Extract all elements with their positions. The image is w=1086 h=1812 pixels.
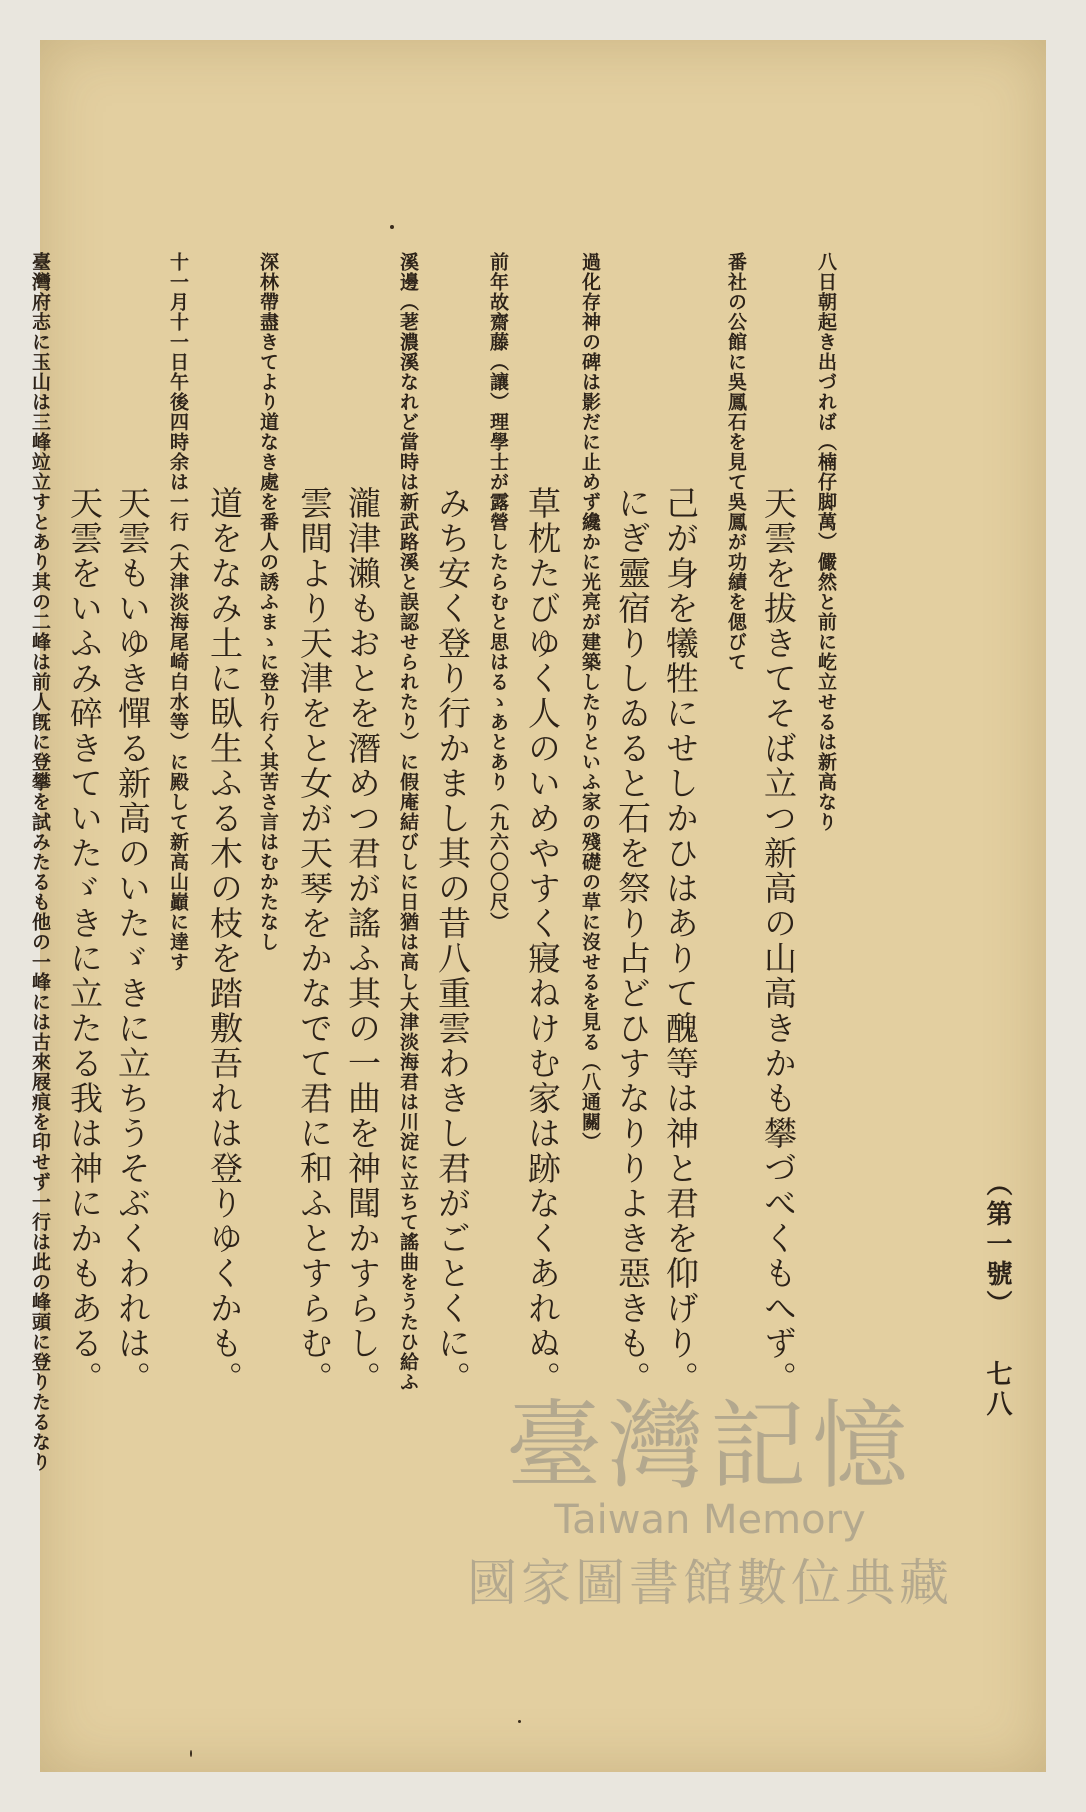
watermark-english: Taiwan Memory [554, 1497, 866, 1543]
poem-column-8: 道をなみ土に臥生ふる木の枝を踏敷吾れは登りゆくかも。 [205, 486, 244, 1396]
poem-column-1: 天雲を拔きてそば立つ新高の山高きかも攀づべくもへず。 [759, 486, 798, 1396]
text-column-8: 臺灣府志に玉山は三峰竝立すとあり其の二峰は前人旣に登攀を試みたるも他の一峰には古來屐痕を印せず一行は此の峰頭に登りたるなり [29, 252, 51, 1472]
text-column-5: 溪邊（荖濃溪なれど當時は新武路溪と誤認せられたり）に假庵結びしに日猶は高し大津淡海君は川淀に立ちて謠曲をうたひ給ふ [397, 252, 419, 1392]
issue-label: （第一號） [982, 1170, 1012, 1320]
text-column-7: 十一月十一日午後四時余は一行（大津淡海尾崎白水等）に殿して新高山巓に達す [167, 252, 189, 972]
text-column-4: 前年故齋藤（讓）理學士が露營したらむと思はるゝあとあり（九六〇〇尺） [487, 252, 509, 932]
library-watermark [430, 1370, 990, 1615]
ink-spot [390, 225, 394, 229]
watermark-subtitle: 國家圖書館數位典藏 [467, 1554, 953, 1612]
ink-spot [518, 1720, 521, 1723]
ink-spot [190, 1750, 192, 1757]
poem-column-2: 己が身を犧牲にせしかひはありて醜等は神と君を仰げり。 [661, 486, 700, 1396]
text-column-1: 八日朝起き出づれば（楠仔脚萬）儼然と前に屹立せるは新高なり [815, 252, 837, 832]
poem-column-3: にぎ靈宿りしゐると石を祭り占どひすなりりよき惡きも。 [613, 486, 652, 1396]
poem-column-9: 天雲もいゆき憚る新高のいたゞきに立ちうそぶくわれは。 [113, 486, 152, 1396]
poem-column-10: 天雲をいふみ碎きていたゞきに立たる我は神にかもある。 [65, 486, 104, 1396]
poem-column-6: 瀧津瀨もおとを潛めつ君が謠ふ其の一曲を神聞かすらし。 [343, 486, 382, 1396]
page-number: 七八 [982, 1360, 1012, 1420]
watermark-title: 臺灣記憶 [506, 1390, 914, 1502]
poem-column-7: 雲間より天津をと女が天琴をかなでて君に和ふとすらむ。 [295, 486, 334, 1396]
poem-column-4: 草枕たびゆく人のいめやすく寢ねけむ家は跡なくあれぬ。 [523, 486, 562, 1396]
poem-column-5: みち安く登り行かまし其の昔八重雲わきし君がごとくに。 [433, 486, 472, 1396]
text-column-3: 過化存神の碑は影だに止めず纔かに光亮が建築したりといふ家の殘礎の草に沒せるを見る（八通關） [579, 252, 601, 1152]
text-column-6: 深林帶盡きてより道なき處を番人の誘ふまゝに登り行く其苦さ言はむかたなし [257, 252, 279, 952]
text-column-2: 番社の公館に吳鳳石を見て吳鳳が功績を偲びて [725, 252, 747, 672]
